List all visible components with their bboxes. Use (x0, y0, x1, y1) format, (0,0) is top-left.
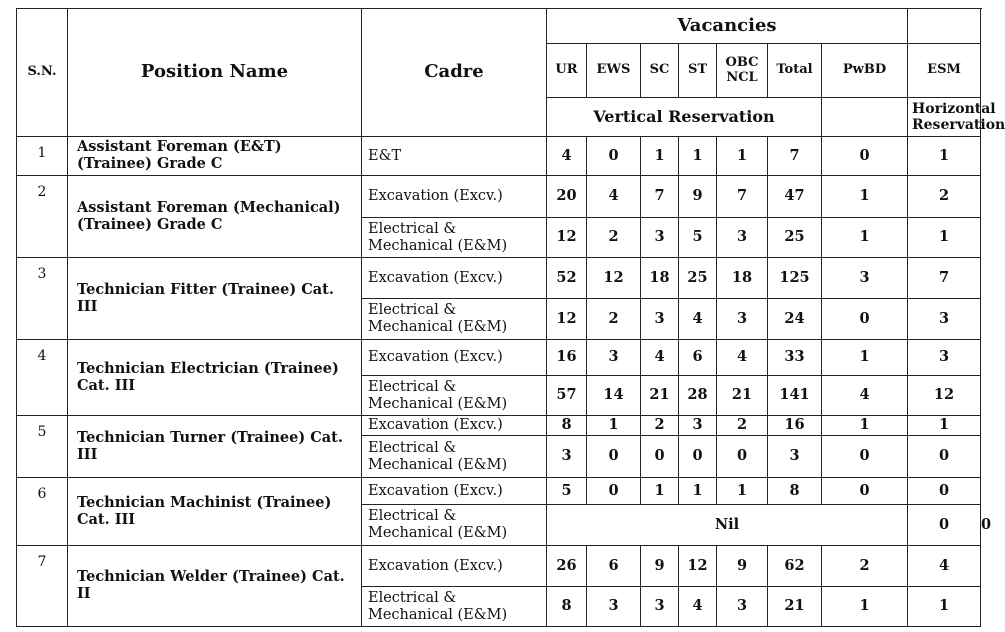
sn-cell: 2 (17, 176, 68, 258)
sc-value: 18 (641, 258, 679, 299)
ur-header: UR (547, 44, 587, 98)
esm-value: 1 (908, 587, 981, 627)
total-value: 33 (768, 340, 822, 376)
st-value: 1 (679, 137, 717, 176)
sn-cell: 4 (17, 340, 68, 416)
esm-value: 1 (908, 416, 981, 436)
total-value: 141 (768, 376, 822, 416)
pwbd-value: 1 (822, 176, 908, 218)
total-value: 24 (768, 299, 822, 340)
cadre-cell: Electrical & Mechanical (E&M) (362, 376, 547, 416)
ews-value: 0 (587, 137, 641, 176)
ews-value: 14 (587, 376, 641, 416)
total-value: 62 (768, 546, 822, 587)
ews-value: 3 (587, 587, 641, 627)
pwbd-value: 1 (822, 416, 908, 436)
ur-value: 16 (547, 340, 587, 376)
table-body (17, 137, 992, 627)
ews-value: 0 (587, 478, 641, 505)
sc-value: 1 (641, 478, 679, 505)
ews-value: 3 (587, 340, 641, 376)
position-name-cell: Assistant Foreman (E&T) (Trainee) Grade C (68, 137, 362, 176)
pwbd-value: 4 (822, 376, 908, 416)
st-value: 1 (679, 478, 717, 505)
total-value: 125 (768, 258, 822, 299)
horizontal-blank-header (908, 9, 981, 44)
esm-value: 7 (908, 258, 981, 299)
total-value: 25 (768, 218, 822, 258)
esm-value: 3 (908, 299, 981, 340)
ur-value: 5 (547, 478, 587, 505)
pwbd-value: 0 (822, 299, 908, 340)
table-header (17, 9, 1005, 137)
st-value: 3 (679, 416, 717, 436)
total-blank-header (822, 98, 908, 137)
obc-ncl-value: 3 (717, 587, 768, 627)
cadre-cell: Excavation (Excv.) (362, 340, 547, 376)
obc-label: OBC (725, 54, 759, 70)
ews-value: 1 (587, 416, 641, 436)
cadre-cell: Electrical & Mechanical (E&M) (362, 587, 547, 627)
pwbd-value: 1 (822, 218, 908, 258)
obc-ncl-value: 18 (717, 258, 768, 299)
ur-value: 8 (547, 587, 587, 627)
sn-cell: 1 (17, 137, 68, 176)
table-row (17, 478, 981, 505)
esm-header: ESM (908, 44, 981, 98)
sc-value: 3 (641, 587, 679, 627)
esm-value: 3 (908, 340, 981, 376)
sc-value: 9 (641, 546, 679, 587)
total-value: 7 (768, 137, 822, 176)
table-row (17, 416, 981, 436)
total-value: 3 (768, 436, 822, 478)
obc-ncl-value: 1 (717, 478, 768, 505)
pwbd-header: PwBD (822, 44, 908, 98)
pwbd-value: 0 (822, 436, 908, 478)
pwbd-value: 1 (822, 587, 908, 627)
pwbd-value: 0 (822, 478, 908, 505)
obc-ncl-value: 7 (717, 176, 768, 218)
ur-value: 26 (547, 546, 587, 587)
ur-value: 57 (547, 376, 587, 416)
esm-value: 0 (908, 478, 981, 505)
pwbd-value: 2 (822, 546, 908, 587)
obc-ncl-header (717, 44, 768, 98)
table-row (17, 258, 981, 299)
cadre-cell: Excavation (Excv.) (362, 478, 547, 505)
vertical-reservation-header: Vertical Reservation (547, 98, 822, 137)
sc-value: 7 (641, 176, 679, 218)
ncl-label: NCL (726, 69, 758, 85)
pwbd-value: 0 (908, 505, 981, 546)
ur-value: 12 (547, 299, 587, 340)
st-header: ST (679, 44, 717, 98)
total-header: Total (768, 44, 822, 98)
horizontal-reservation-header: Horizontal Reservation (908, 98, 981, 137)
cadre-header: Cadre (362, 9, 547, 137)
cadre-cell: Electrical & Mechanical (E&M) (362, 218, 547, 258)
cadre-cell: Excavation (Excv.) (362, 258, 547, 299)
obc-ncl-value: 9 (717, 546, 768, 587)
ews-value: 2 (587, 218, 641, 258)
obc-ncl-value: 21 (717, 376, 768, 416)
cadre-cell: E&T (362, 137, 547, 176)
nil-cell: Nil (547, 505, 908, 546)
table-row (17, 137, 981, 176)
ews-header: EWS (587, 44, 641, 98)
ur-value: 52 (547, 258, 587, 299)
st-value: 4 (679, 587, 717, 627)
position-name-cell: Technician Fitter (Trainee) Cat. III (68, 258, 362, 340)
esm-value: 1 (908, 218, 981, 258)
sc-value: 4 (641, 340, 679, 376)
position-name-cell: Technician Welder (Trainee) Cat. II (68, 546, 362, 627)
obc-ncl-value: 3 (717, 299, 768, 340)
total-value: 8 (768, 478, 822, 505)
sc-value: 2 (641, 416, 679, 436)
st-value: 4 (679, 299, 717, 340)
position-name-header: Position Name (68, 9, 362, 137)
table-row (17, 340, 981, 376)
table-row (17, 176, 981, 218)
ur-value: 12 (547, 218, 587, 258)
pwbd-value: 1 (822, 340, 908, 376)
total-value: 47 (768, 176, 822, 218)
ews-value: 12 (587, 258, 641, 299)
cadre-cell: Excavation (Excv.) (362, 546, 547, 587)
obc-ncl-value: 4 (717, 340, 768, 376)
ews-value: 2 (587, 299, 641, 340)
position-name-cell: Assistant Foreman (Mechanical) (Trainee) Grade C (68, 176, 362, 258)
total-value: 21 (768, 587, 822, 627)
ur-value: 4 (547, 137, 587, 176)
obc-ncl-value: 1 (717, 137, 768, 176)
esm-value: 1 (908, 137, 981, 176)
position-name-cell: Technician Electrician (Trainee) Cat. III (68, 340, 362, 416)
total-value: 16 (768, 416, 822, 436)
pwbd-value: 0 (822, 137, 908, 176)
sc-value: 0 (641, 436, 679, 478)
st-value: 25 (679, 258, 717, 299)
esm-value: 0 (908, 436, 981, 478)
cadre-cell: Electrical & Mechanical (E&M) (362, 436, 547, 478)
sc-value: 1 (641, 137, 679, 176)
cadre-cell: Excavation (Excv.) (362, 416, 547, 436)
esm-value: 2 (908, 176, 981, 218)
table-row (17, 546, 981, 587)
sn-header: S.N. (17, 9, 68, 137)
sn-cell: 7 (17, 546, 68, 627)
cadre-cell: Electrical & Mechanical (E&M) (362, 505, 547, 546)
position-name-cell: Technician Turner (Trainee) Cat. III (68, 416, 362, 478)
obc-ncl-value: 3 (717, 218, 768, 258)
st-value: 5 (679, 218, 717, 258)
pwbd-value: 3 (822, 258, 908, 299)
ews-value: 6 (587, 546, 641, 587)
st-value: 12 (679, 546, 717, 587)
sn-cell: 3 (17, 258, 68, 340)
vacancy-table (16, 8, 1005, 627)
st-value: 6 (679, 340, 717, 376)
ews-value: 0 (587, 436, 641, 478)
ur-value: 20 (547, 176, 587, 218)
st-value: 28 (679, 376, 717, 416)
st-value: 0 (679, 436, 717, 478)
esm-value: 4 (908, 546, 981, 587)
sn-cell: 5 (17, 416, 68, 478)
obc-ncl-value: 0 (717, 436, 768, 478)
cadre-cell: Excavation (Excv.) (362, 176, 547, 218)
obc-ncl-value: 2 (717, 416, 768, 436)
sc-header: SC (641, 44, 679, 98)
esm-value: 12 (908, 376, 981, 416)
ews-value: 4 (587, 176, 641, 218)
table-row: Electrical & Mechanical (E&M) Nil 0 0 (17, 505, 981, 546)
cadre-cell: Electrical & Mechanical (E&M) (362, 299, 547, 340)
sn-cell: 6 (17, 478, 68, 546)
st-value: 9 (679, 176, 717, 218)
ur-value: 8 (547, 416, 587, 436)
vacancies-header: Vacancies (547, 9, 908, 44)
sc-value: 3 (641, 218, 679, 258)
sc-value: 21 (641, 376, 679, 416)
sc-value: 3 (641, 299, 679, 340)
ur-value: 3 (547, 436, 587, 478)
position-name-cell: Technician Machinist (Trainee) Cat. III (68, 478, 362, 546)
